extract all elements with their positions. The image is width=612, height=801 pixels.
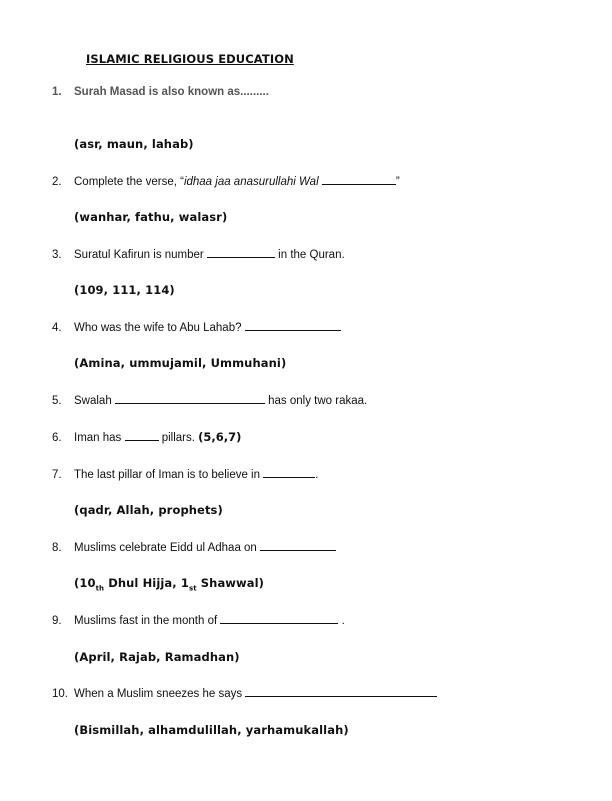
- question-text-pre: Suratul Kafirun is number: [74, 249, 204, 261]
- question-9: [52, 613, 345, 627]
- answer-blank[interactable]: [207, 247, 275, 258]
- ordinal-suffix: st: [188, 584, 197, 593]
- question-text-pre: Who was the wife to Abu Lahab?: [74, 322, 242, 334]
- answer-blank[interactable]: [220, 613, 338, 624]
- options-part: Dhul Hijja, 1: [104, 576, 189, 590]
- question-text-pre: Swalah: [74, 395, 112, 407]
- question-8: [52, 540, 336, 554]
- document-title: ISLAMIC RELIGIOUS EDUCATION: [86, 52, 294, 66]
- options-9: (April, Rajab, Ramadhan): [74, 650, 240, 664]
- question-text-post: in the Quran.: [278, 249, 345, 261]
- question-text-post: ”: [395, 176, 400, 188]
- question-text-pre: Muslims fast in the month of: [74, 615, 218, 627]
- question-2: [52, 174, 400, 188]
- question-text-post: .: [341, 615, 345, 627]
- options-7: (qadr, Allah, prophets): [74, 503, 223, 517]
- question-10: [52, 686, 437, 700]
- question-number: 9.: [52, 615, 62, 627]
- question-number: 3.: [52, 249, 62, 261]
- question-number: 4.: [52, 322, 62, 334]
- question-number: 2.: [52, 176, 62, 188]
- answer-blank[interactable]: [125, 430, 159, 441]
- options-10: (Bismillah, alhamdulillah, yarhamukallah): [74, 723, 349, 737]
- question-4: [52, 320, 341, 334]
- answer-blank[interactable]: [115, 393, 265, 404]
- question-text-pre: When a Muslim sneezes he says: [74, 688, 243, 700]
- options-part: (10: [74, 576, 96, 590]
- question-number: 8.: [52, 542, 62, 554]
- question-text-pre: The last pillar of Iman is to believe in: [74, 469, 261, 481]
- question-text-post: has only two rakaa.: [268, 395, 368, 407]
- question-7: [52, 467, 318, 481]
- inline-options: (5,6,7): [198, 430, 242, 444]
- question-3: [52, 247, 345, 261]
- question-text-post: .: [315, 469, 319, 481]
- question-verse: idhaa jaa anasurullahi Wal: [183, 176, 319, 188]
- question-text: Surah Masad is also known as.........: [74, 86, 269, 98]
- question-6: [52, 430, 241, 444]
- question-text-pre: Iman has: [74, 432, 122, 444]
- question-number: 7.: [52, 469, 62, 481]
- options-1: (asr, maun, lahab): [74, 137, 194, 151]
- question-number: 6.: [52, 432, 62, 444]
- options-3: (109, 111, 114): [74, 283, 175, 297]
- options-part: Shawwal): [196, 576, 265, 590]
- question-text-pre: Complete the verse, “: [74, 176, 184, 188]
- question-number: 1.: [52, 86, 62, 98]
- answer-blank[interactable]: [263, 467, 315, 478]
- question-text-post: pillars.: [161, 432, 195, 444]
- question-text-pre: Muslims celebrate Eidd ul Adhaa on: [74, 542, 257, 554]
- options-2: (wanhar, fathu, walasr): [74, 210, 228, 224]
- answer-blank[interactable]: [322, 174, 396, 185]
- options-4: (Amina, ummujamil, Ummuhani): [74, 356, 287, 370]
- answer-blank[interactable]: [245, 686, 437, 697]
- question-number: 5.: [52, 395, 62, 407]
- answer-blank[interactable]: [245, 320, 341, 331]
- question-1: [52, 86, 269, 98]
- answer-blank[interactable]: [260, 540, 336, 551]
- question-number: 10.: [52, 688, 68, 700]
- question-5: [52, 393, 367, 407]
- ordinal-suffix: th: [95, 584, 105, 593]
- options-8: [74, 576, 264, 592]
